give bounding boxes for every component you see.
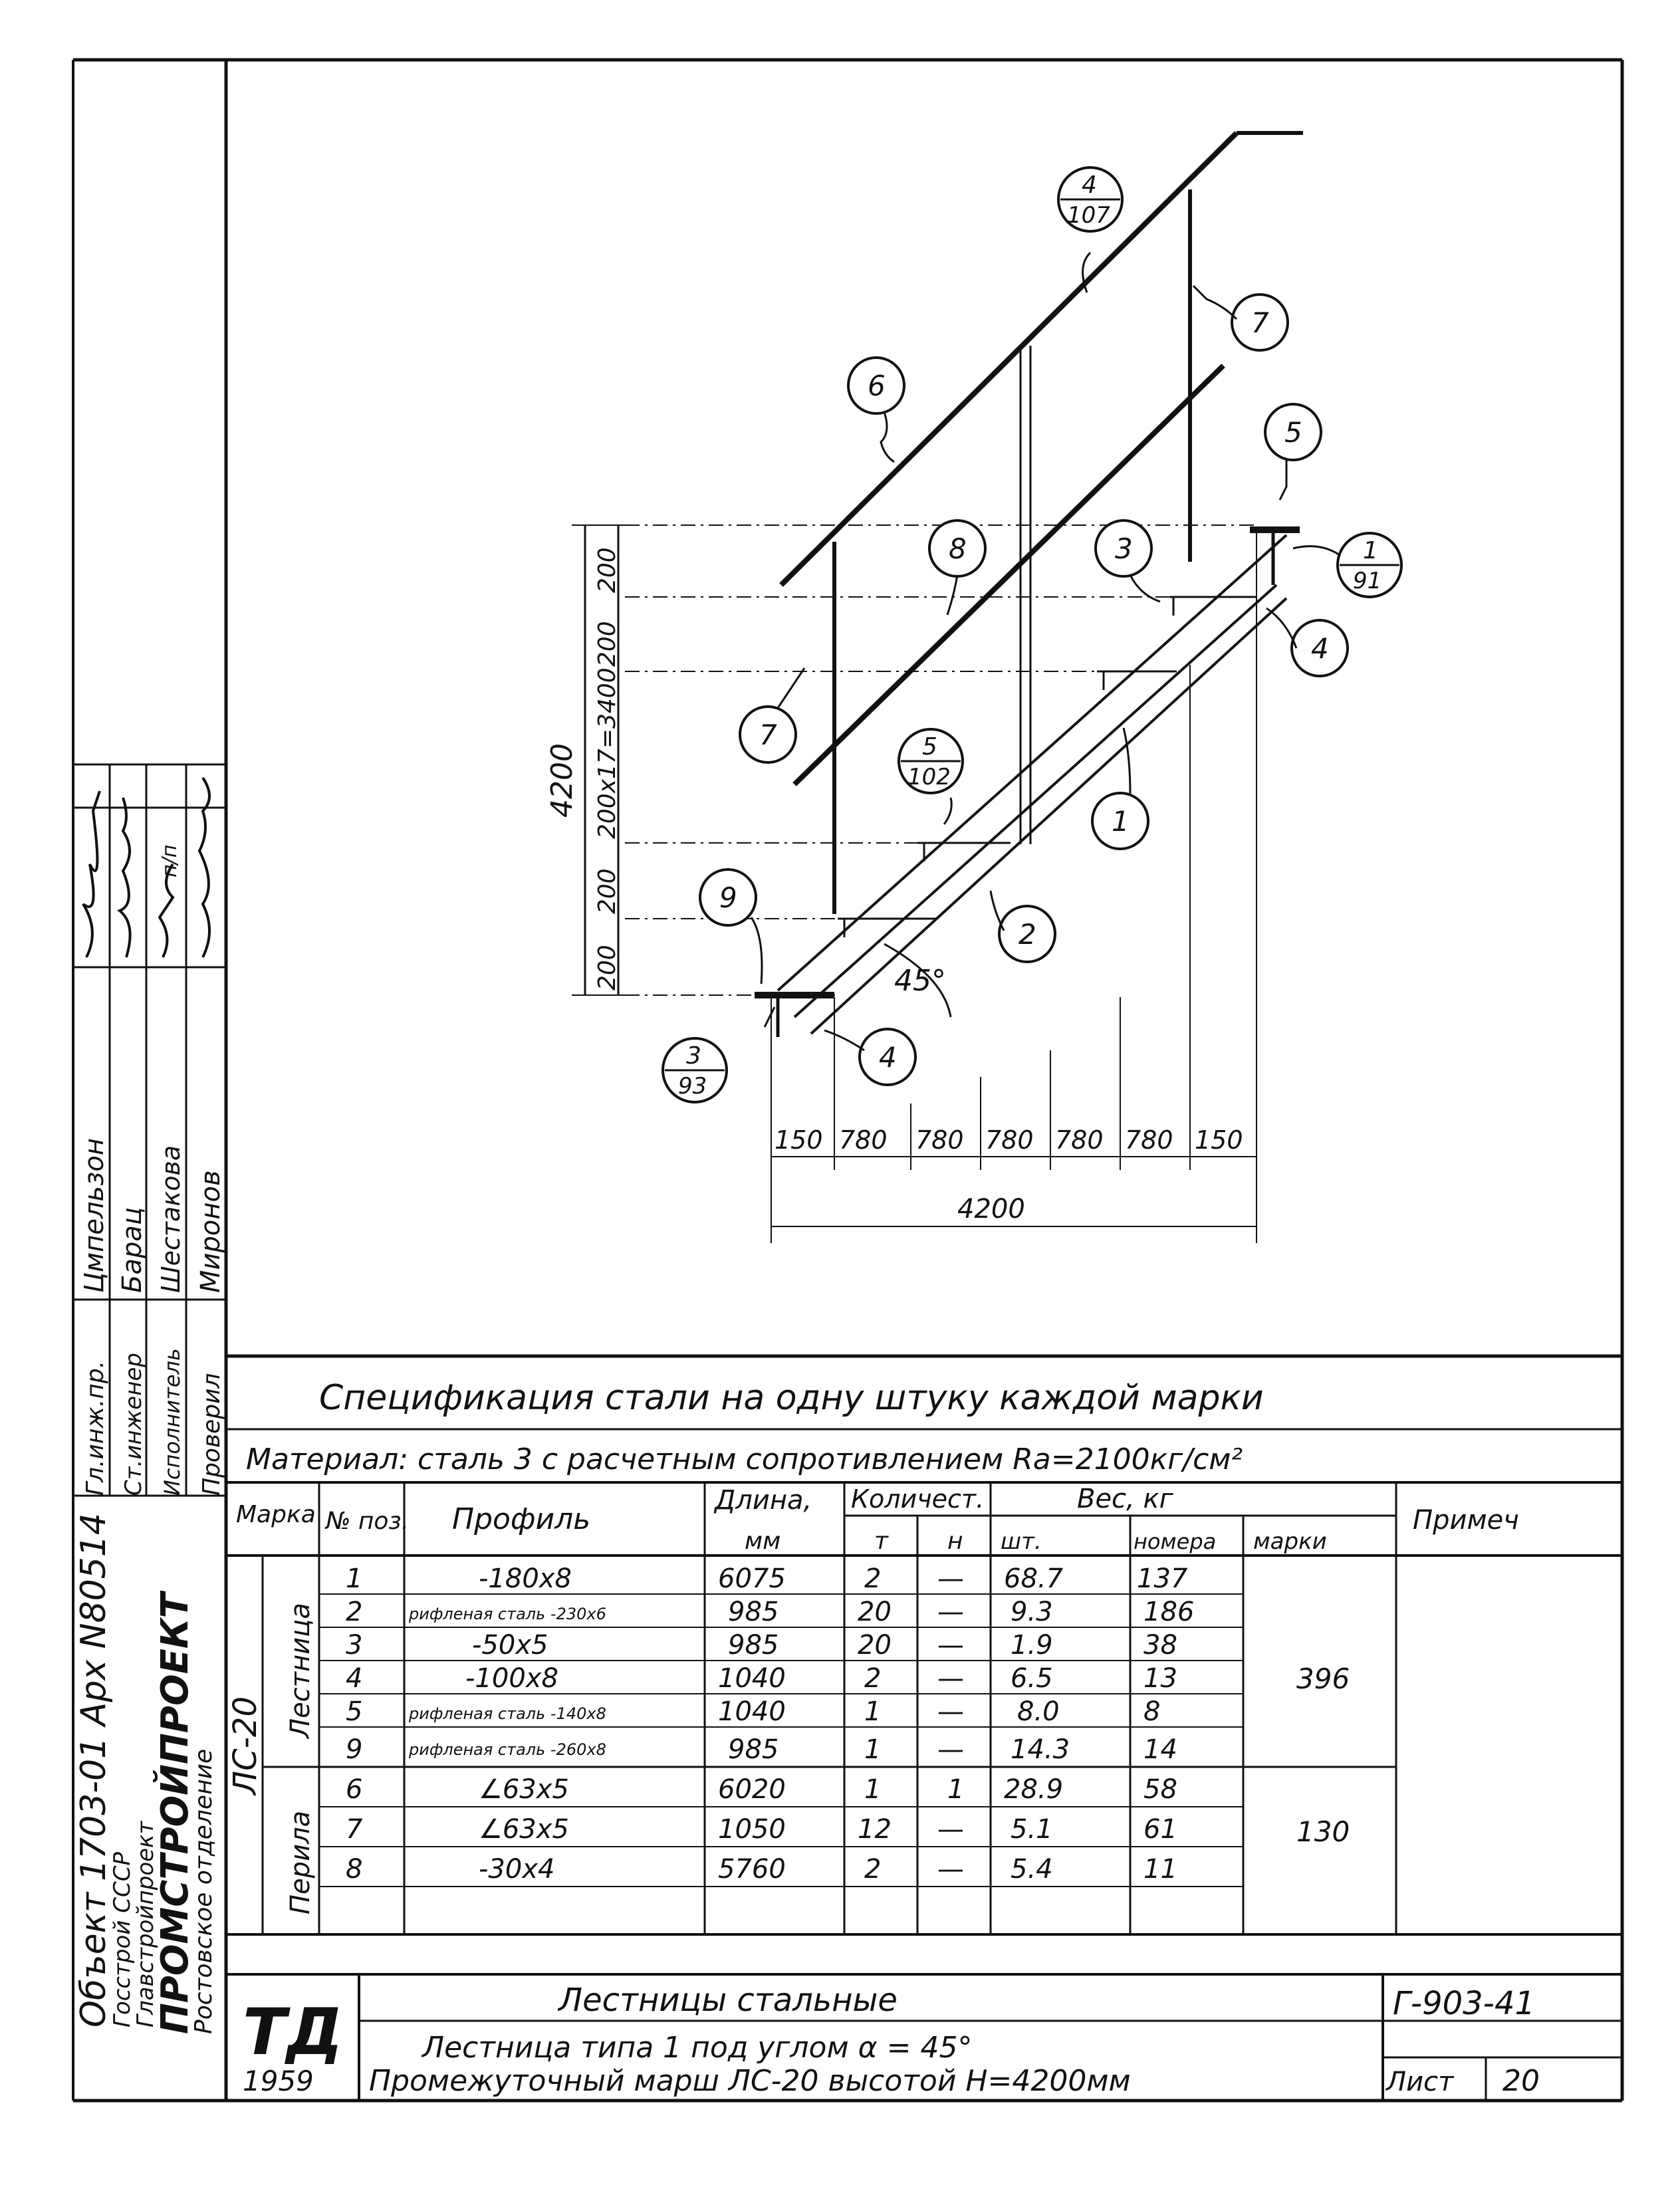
row4-n: — <box>937 1663 964 1694</box>
hdr-note: Примеч <box>1413 1505 1519 1536</box>
row2-profile: рифленая сталь -230х6 <box>409 1605 606 1623</box>
row7-length: 6020 <box>718 1774 786 1805</box>
hdr-qty-t: т <box>874 1528 888 1555</box>
row2-n: — <box>937 1597 964 1627</box>
callout-1-91-bottom: 91 <box>1353 568 1382 594</box>
hdr-weight: Вес, кг <box>1077 1484 1173 1514</box>
row8-length: 1050 <box>718 1814 786 1845</box>
sign-name-4: Миронов <box>195 1170 226 1293</box>
row5-pos: 5 <box>346 1696 363 1727</box>
row9-profile: -30х4 <box>479 1854 555 1885</box>
hdr-length-unit: мм <box>745 1528 781 1555</box>
dim-h-2: 780 <box>839 1125 888 1155</box>
row3-t: 20 <box>858 1630 892 1661</box>
dim-h-5: 780 <box>1055 1125 1104 1155</box>
row6-total: 14 <box>1143 1734 1177 1765</box>
row9-pc: 5.4 <box>1011 1854 1053 1885</box>
row9-n: — <box>937 1854 964 1885</box>
dim-v-3: 200х17=3400 <box>594 667 621 839</box>
title-block <box>226 1974 1622 2101</box>
title-line1: Лестница типа 1 под углом α = 45° <box>422 2031 973 2065</box>
org-promstroyproekt: ПРОМСТРОЙПРОЕКТ <box>154 1593 197 2034</box>
dim-v-4: 200 <box>594 621 621 667</box>
hdr-profile: Профиль <box>452 1502 591 1536</box>
org-gosstroy: Госстрой СССР <box>109 1852 136 2027</box>
row8-t: 12 <box>858 1814 892 1845</box>
row1-total: 137 <box>1137 1563 1188 1594</box>
callout-5-102-top: 5 <box>922 733 937 760</box>
sheet-number: 20 <box>1502 2064 1540 2098</box>
row5-length: 1040 <box>718 1696 786 1727</box>
row2-t: 20 <box>858 1597 892 1627</box>
sign-name-2: Барац <box>117 1207 148 1293</box>
title-line2: Промежуточный марш ЛС-20 высотой Н=4200мм <box>369 2064 1131 2098</box>
group-rails: Перила <box>285 1810 316 1914</box>
dim-h-6: 780 <box>1125 1125 1173 1155</box>
row1-pc: 68.7 <box>1004 1563 1064 1594</box>
sign-name-3: Шестакова <box>156 1145 185 1293</box>
row3-n: — <box>937 1630 964 1661</box>
spec-table <box>226 1378 1622 1934</box>
sheet-frame <box>73 60 1622 2101</box>
row2-pos: 2 <box>346 1597 363 1627</box>
row9-t: 2 <box>864 1854 882 1885</box>
sign-name-1: Цмпельзон <box>79 1137 110 1293</box>
callout-5-102-bottom: 102 <box>907 764 951 790</box>
sign-role-3: Исполнитель <box>160 1348 185 1496</box>
row6-length: 985 <box>728 1734 779 1765</box>
org-branch: Ростовское отделение <box>190 1748 217 2034</box>
mark-weight-rails: 130 <box>1296 1815 1350 1848</box>
title-year: 1959 <box>243 2065 314 2097</box>
doc-code: Г-903-41 <box>1393 1985 1536 2022</box>
spec-title: Спецификация стали на одну штуку каждой марки <box>319 1378 1264 1418</box>
hdr-qty: Количест. <box>851 1484 985 1514</box>
dim-h-4: 780 <box>985 1125 1034 1155</box>
hdr-w-pos: номера <box>1134 1529 1217 1554</box>
row4-pc: 6.5 <box>1011 1663 1053 1694</box>
row2-total: 186 <box>1143 1597 1195 1627</box>
row3-pos: 3 <box>346 1630 363 1661</box>
angle-label: 45° <box>894 964 946 998</box>
row2-pc: 9.3 <box>1011 1597 1053 1627</box>
row7-pos: 6 <box>346 1774 363 1805</box>
row9-total: 11 <box>1143 1854 1177 1885</box>
row4-pos: 4 <box>346 1663 363 1694</box>
dim-h-1: 150 <box>775 1125 823 1155</box>
marker-2: 2 <box>1019 918 1036 951</box>
dim-h-7: 150 <box>1195 1125 1243 1155</box>
dim-v-2: 200 <box>594 868 621 914</box>
callout-1-91-top: 1 <box>1363 537 1378 564</box>
row5-profile: рифленая сталь -140х8 <box>409 1704 606 1723</box>
marker-7-top: 7 <box>1251 306 1269 339</box>
row1-pos: 1 <box>346 1563 363 1594</box>
series-title: Лестницы стальные <box>558 1982 898 2019</box>
dim-h-3: 780 <box>915 1125 964 1155</box>
hdr-mark: Марка <box>236 1501 316 1528</box>
hdr-w-mark: марки <box>1253 1528 1327 1555</box>
row7-profile: ∠63х5 <box>479 1774 569 1805</box>
row7-t: 1 <box>864 1774 882 1805</box>
pp-label: п/п <box>158 844 181 877</box>
marker-3: 3 <box>1115 532 1133 565</box>
row8-n: — <box>937 1814 964 1845</box>
row5-pc: 8.0 <box>1017 1696 1060 1727</box>
row4-t: 2 <box>864 1663 882 1694</box>
row7-total: 58 <box>1143 1774 1177 1805</box>
sign-role-1: Гл.инж.пр. <box>82 1360 109 1496</box>
marker-8: 8 <box>949 532 967 565</box>
callout-3-93-bottom: 93 <box>678 1073 707 1099</box>
sheet-label: Лист <box>1386 2067 1454 2097</box>
row6-t: 1 <box>864 1734 882 1765</box>
left-strip <box>73 764 226 2034</box>
dim-v-1: 200 <box>594 945 621 990</box>
marker-6: 6 <box>868 370 886 402</box>
row7-pc: 28.9 <box>1004 1774 1064 1805</box>
handrail-lower <box>794 366 1223 784</box>
dim-total-vertical: 4200 <box>545 743 579 818</box>
sign-role-2: Ст.инженер <box>120 1353 147 1496</box>
marker-1: 1 <box>1112 805 1130 838</box>
marker-5: 5 <box>1284 416 1302 449</box>
callout-3-93-top: 3 <box>686 1042 701 1070</box>
stair-drawing <box>545 133 1401 1243</box>
marker-9: 9 <box>719 881 737 914</box>
row6-n: — <box>937 1734 964 1765</box>
row3-total: 38 <box>1143 1630 1177 1661</box>
row7-n: 1 <box>947 1774 965 1805</box>
spec-material: Материал: сталь 3 с расчетным сопротивлением Rа=2100кг/см² <box>246 1442 1243 1476</box>
dim-v-5: 200 <box>594 547 621 593</box>
handrail-upper <box>781 133 1237 585</box>
sign-role-4: Проверил <box>198 1373 225 1496</box>
row6-profile: рифленая сталь -260х8 <box>409 1740 606 1759</box>
row3-pc: 1.9 <box>1011 1630 1053 1661</box>
row8-profile: ∠63х5 <box>479 1814 569 1845</box>
row8-pos: 7 <box>346 1814 363 1845</box>
mark-weight-stair: 396 <box>1296 1663 1350 1695</box>
dim-total-horizontal: 4200 <box>957 1194 1025 1224</box>
logo-td: ТД <box>243 1995 343 2069</box>
row1-n: — <box>937 1563 964 1594</box>
marker-7-left: 7 <box>759 719 777 751</box>
row6-pos: 9 <box>346 1734 363 1765</box>
object-number: Объект 1703-01 Арх N80514 <box>74 1513 114 2027</box>
row4-length: 1040 <box>718 1663 786 1694</box>
row2-length: 985 <box>728 1597 779 1627</box>
row1-profile: -180х8 <box>479 1563 572 1594</box>
org-glavstroy: Главстройпроект <box>132 1821 159 2027</box>
row5-n: — <box>937 1696 964 1727</box>
row4-total: 13 <box>1143 1663 1177 1694</box>
group-stair: Лестница <box>285 1603 316 1738</box>
row3-length: 985 <box>728 1630 779 1661</box>
row5-total: 8 <box>1143 1696 1161 1727</box>
row1-length: 6075 <box>718 1563 786 1594</box>
hdr-pos: № поз. <box>326 1508 410 1535</box>
marker-4-left: 4 <box>879 1041 897 1074</box>
row9-pos: 8 <box>346 1854 363 1885</box>
row8-pc: 5.1 <box>1011 1814 1053 1845</box>
row1-t: 2 <box>864 1563 882 1594</box>
row9-length: 5760 <box>718 1854 786 1885</box>
row6-pc: 14.3 <box>1011 1734 1070 1765</box>
marker-4-right: 4 <box>1311 632 1329 665</box>
mark-ls20: ЛС-20 <box>227 1696 264 1795</box>
row5-t: 1 <box>864 1696 882 1727</box>
row3-profile: -50х5 <box>472 1630 548 1661</box>
row4-profile: -100х8 <box>465 1663 558 1694</box>
callout-4-107-bottom: 107 <box>1067 202 1110 229</box>
hdr-length: Длина, <box>715 1485 812 1516</box>
hdr-qty-n: н <box>947 1528 963 1555</box>
callout-4-107-top: 4 <box>1082 172 1097 199</box>
hdr-w-pc: шт. <box>1001 1528 1042 1555</box>
row8-total: 61 <box>1143 1814 1177 1845</box>
